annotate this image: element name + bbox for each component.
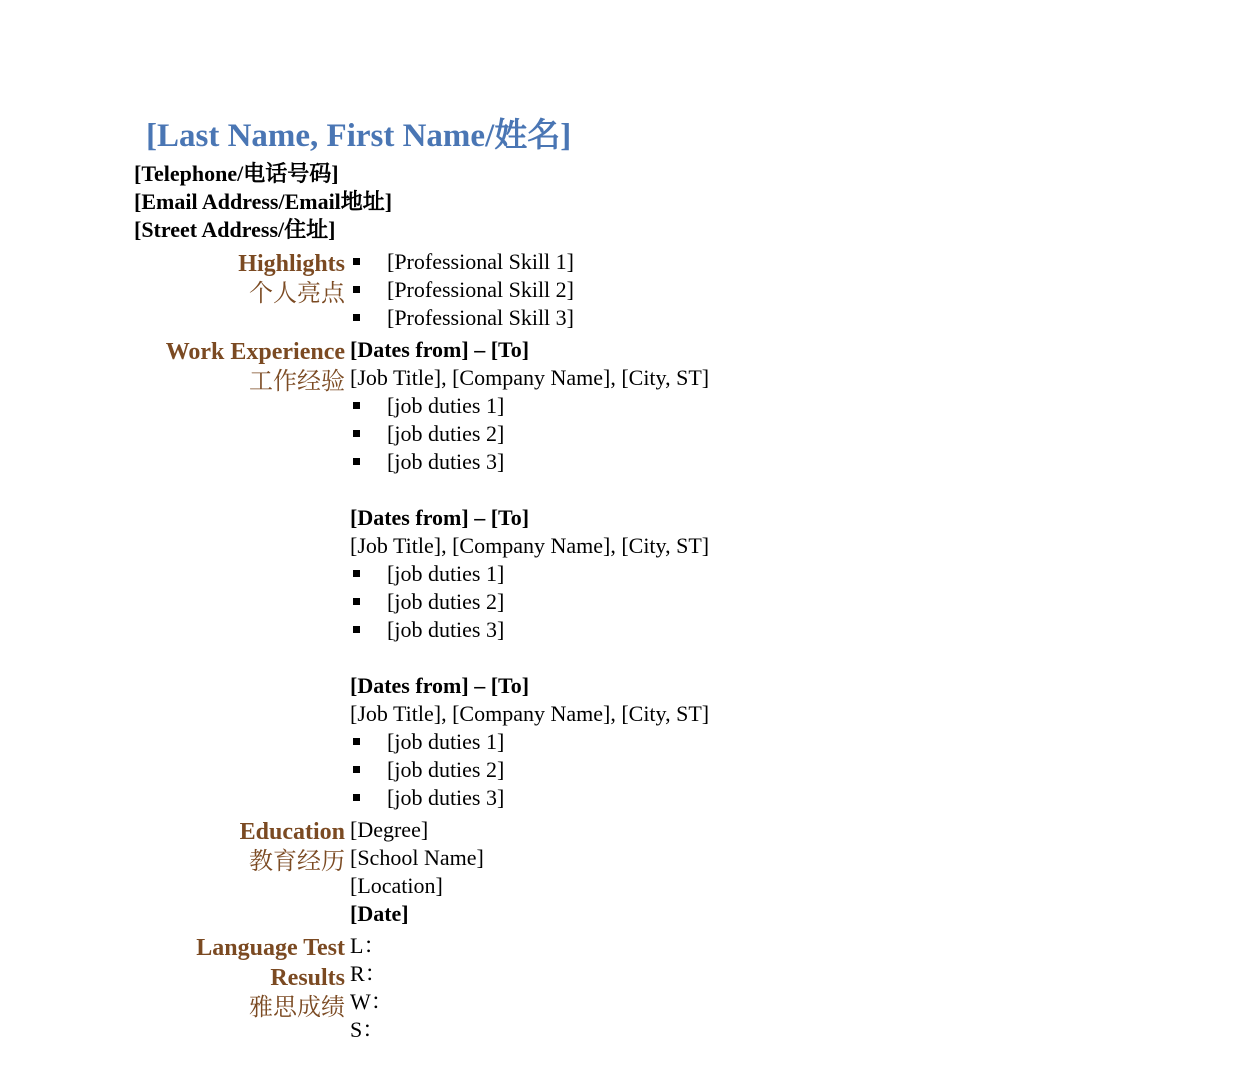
reading-score: R： bbox=[350, 961, 387, 986]
list-item bbox=[350, 616, 709, 644]
job-duty: [job duties 1] bbox=[387, 561, 505, 586]
list-item bbox=[350, 420, 709, 448]
resume-name: [Last Name, First Name/姓名] bbox=[146, 118, 572, 154]
list-item bbox=[350, 560, 709, 588]
education-content bbox=[350, 816, 484, 928]
bullet-icon bbox=[353, 738, 360, 745]
listening-score: L： bbox=[350, 933, 386, 958]
work-experience-content bbox=[350, 336, 709, 812]
job-dates: [Dates from] – [To] bbox=[350, 673, 530, 698]
language-test-label-en-2: Results bbox=[270, 965, 345, 991]
spacer bbox=[350, 644, 709, 672]
skill-text: [Professional Skill 3] bbox=[387, 305, 574, 330]
education-label-cn: 教育经历 bbox=[249, 849, 345, 875]
email-address: [Email Address/Email地址] bbox=[134, 189, 393, 214]
bullet-icon bbox=[353, 258, 360, 265]
writing-score: W： bbox=[350, 989, 393, 1014]
job-duty: [job duties 2] bbox=[387, 421, 505, 446]
bullet-icon bbox=[353, 458, 360, 465]
education-date: [Date] bbox=[350, 901, 409, 926]
work-experience-label-en: Work Experience bbox=[165, 339, 345, 365]
job-title: [Job Title], [Company Name], [City, ST] bbox=[350, 701, 710, 726]
job-dates: [Dates from] – [To] bbox=[350, 337, 530, 362]
bullet-icon bbox=[353, 402, 360, 409]
language-test-label-cn: 雅思成绩 bbox=[249, 995, 345, 1021]
work-experience-label bbox=[166, 337, 345, 397]
list-item bbox=[350, 588, 709, 616]
job-duty: [job duties 3] bbox=[387, 617, 505, 642]
speaking-score: S： bbox=[350, 1017, 385, 1042]
education-label bbox=[240, 817, 345, 877]
language-test-label bbox=[196, 933, 345, 1023]
skill-text: [Professional Skill 2] bbox=[387, 277, 574, 302]
degree: [Degree] bbox=[350, 817, 429, 842]
job-duty: [job duties 1] bbox=[387, 393, 505, 418]
bullet-icon bbox=[353, 626, 360, 633]
bullet-icon bbox=[353, 314, 360, 321]
language-test-content bbox=[350, 932, 393, 1044]
telephone: [Telephone/电话号码] bbox=[134, 161, 339, 186]
education-label-en: Education bbox=[239, 819, 345, 845]
job-duty: [job duties 2] bbox=[387, 757, 505, 782]
bullet-icon bbox=[353, 430, 360, 437]
job-duty: [job duties 3] bbox=[387, 785, 505, 810]
list-item bbox=[350, 448, 709, 476]
highlights-label-cn: 个人亮点 bbox=[249, 281, 345, 307]
bullet-icon bbox=[353, 766, 360, 773]
job-dates: [Dates from] – [To] bbox=[350, 505, 530, 530]
street-address: [Street Address/住址] bbox=[134, 217, 336, 242]
job-title: [Job Title], [Company Name], [City, ST] bbox=[350, 533, 710, 558]
job-duty: [job duties 2] bbox=[387, 589, 505, 614]
list-item bbox=[350, 728, 709, 756]
school-name: [School Name] bbox=[350, 845, 484, 870]
bullet-icon bbox=[353, 286, 360, 293]
job-title: [Job Title], [Company Name], [City, ST] bbox=[350, 365, 710, 390]
bullet-icon bbox=[353, 794, 360, 801]
job-duty: [job duties 1] bbox=[387, 729, 505, 754]
bullet-icon bbox=[353, 570, 360, 577]
highlights-label bbox=[238, 249, 345, 309]
bullet-icon bbox=[353, 598, 360, 605]
spacer bbox=[350, 476, 709, 504]
language-test-label-en-1: Language Test bbox=[196, 935, 345, 961]
skill-text: [Professional Skill 1] bbox=[387, 249, 574, 274]
job-duty: [job duties 3] bbox=[387, 449, 505, 474]
work-experience-label-cn: 工作经验 bbox=[249, 369, 345, 395]
list-item bbox=[350, 756, 709, 784]
school-location: [Location] bbox=[350, 873, 443, 898]
contact-block bbox=[134, 160, 392, 244]
list-item bbox=[350, 392, 709, 420]
list-item bbox=[350, 784, 709, 812]
highlights-label-en: Highlights bbox=[238, 251, 345, 277]
